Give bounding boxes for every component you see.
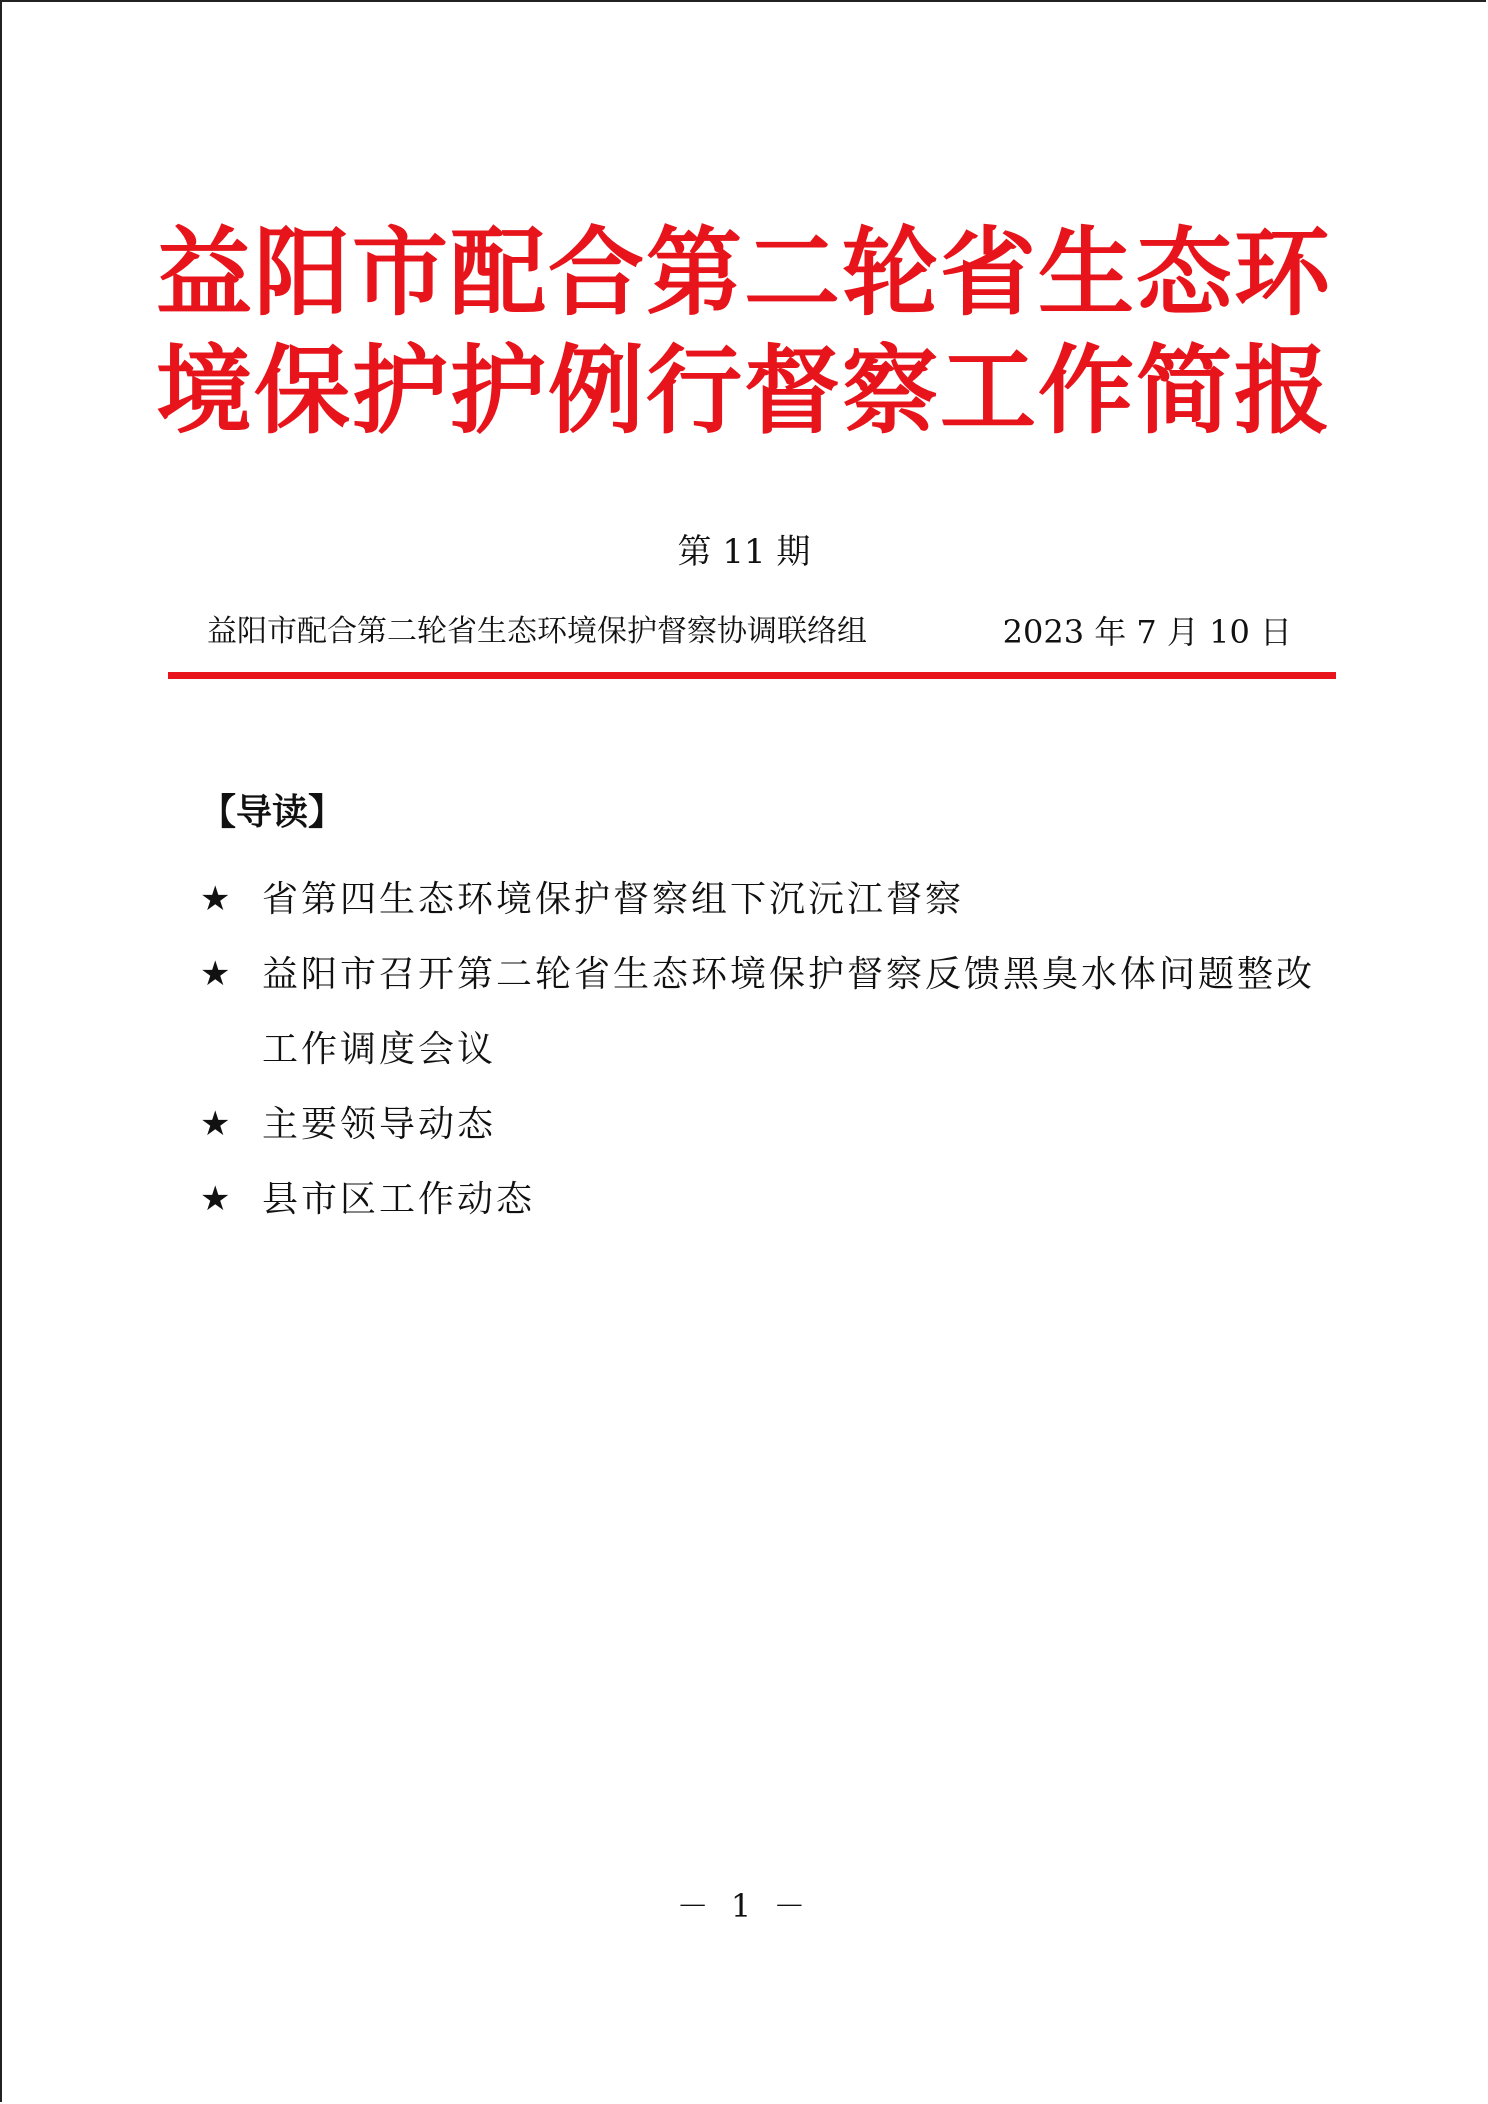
page-number: － 1 －	[676, 1887, 812, 1925]
star-icon: ★	[200, 1179, 234, 1219]
guide-item-text: 县市区工作动态	[262, 1179, 536, 1220]
guide-item	[200, 862, 1320, 937]
guide-list	[200, 862, 1320, 1237]
guide-item-text: 益阳市召开第二轮省生态环境保护督察反馈黑臭水体问题整改工作调度会议	[262, 954, 1316, 1070]
bulletin-title-line-1: 益阳市配合第二轮省生态环	[156, 216, 1332, 329]
bulletin-title-line-2: 境保护护例行督察工作简报	[156, 334, 1332, 447]
issue-date: 2023 年 7 月 10 日	[1002, 613, 1292, 651]
issuer-line	[207, 608, 1292, 656]
issue-number: 第 11 期	[677, 532, 811, 572]
star-icon: ★	[200, 954, 234, 994]
guide-item	[200, 937, 1320, 1087]
star-icon: ★	[200, 879, 234, 919]
star-icon: ★	[200, 1104, 234, 1144]
issuer-name: 益阳市配合第二轮省生态环境保护督察协调联络组	[207, 614, 867, 649]
guide-item	[200, 1087, 1320, 1162]
guide-item	[200, 1162, 1320, 1237]
guide-item-text: 主要领导动态	[262, 1104, 497, 1145]
red-divider	[168, 672, 1336, 679]
guide-item-text: 省第四生态环境保护督察组下沉沅江督察	[262, 879, 965, 920]
guide-heading: 【导读】	[200, 792, 345, 833]
